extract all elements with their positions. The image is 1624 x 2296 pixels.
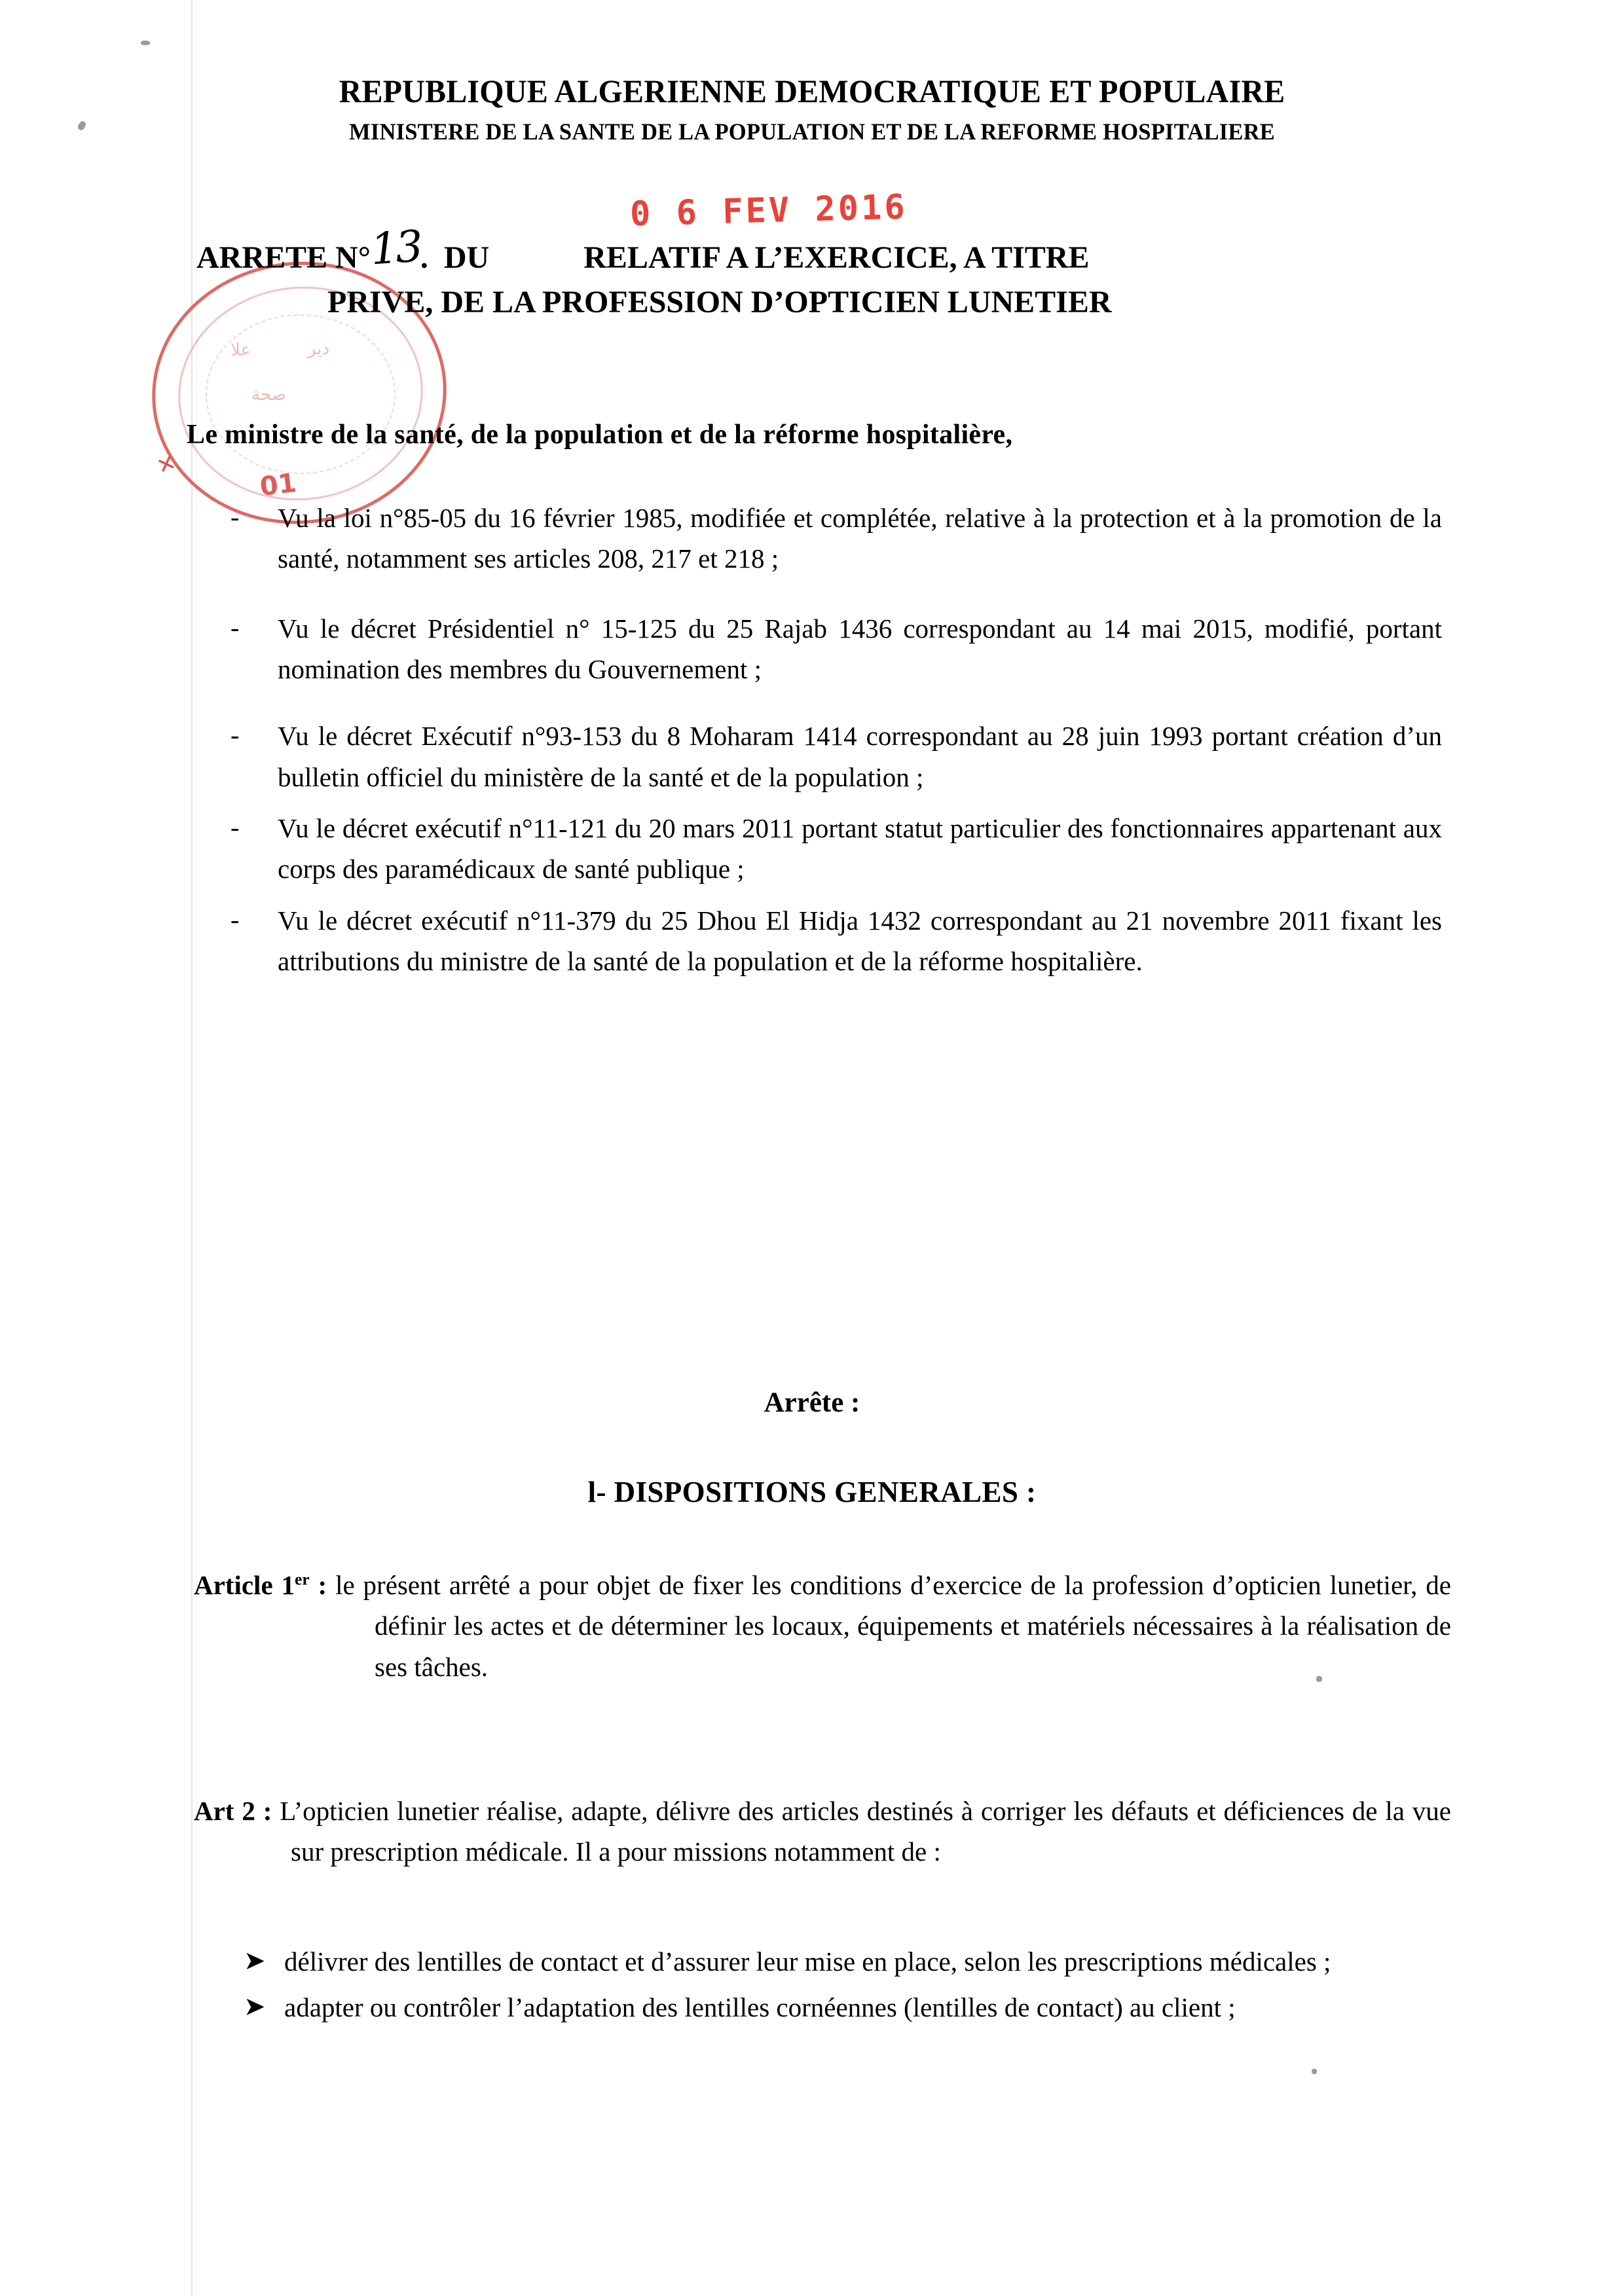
decree-number-dot: . xyxy=(420,240,428,275)
article-2-body xyxy=(194,1791,1451,1872)
date-stamp: 0 6 FEV 2016 xyxy=(629,187,908,234)
list-item xyxy=(244,1941,1445,1982)
arrow-bullet-icon: ➤ xyxy=(244,1946,266,1976)
dash-bullet-icon: - xyxy=(231,612,240,642)
missions-list xyxy=(244,1941,1445,2033)
dash-bullet-icon: - xyxy=(231,812,240,842)
considerant-text: Vu le décret Présidentiel n° 15-125 du 25 Rajab 1436 correspondant au 14 mai 2015, modifié, portant nomination des membres du Gouvernement ; xyxy=(278,613,1442,684)
section-heading-dispositions-generales: l- DISPOSITIONS GENERALES : xyxy=(587,1476,1037,1508)
decree-title xyxy=(196,221,1441,321)
considerant-text: Vu le décret Exécutif n°93-153 du 8 Moharam 1414 correspondant au 28 juin 1993 portant création d’un bulletin officiel du ministère de la santé et de la population ; xyxy=(278,721,1442,792)
country-title: REPUBLIQUE ALGERIENNE DEMOCRATIQUE ET POPULAIRE xyxy=(339,73,1285,109)
article-2 xyxy=(194,1791,1451,1872)
decree-title-tail: RELATIF A L’EXERCICE, A TITRE xyxy=(583,240,1090,275)
scan-speck xyxy=(1312,2069,1317,2074)
mission-text: délivrer des lentilles de contact et d’assurer leur mise en place, selon les prescriptions médicales ; xyxy=(284,1946,1331,1977)
considerants-list xyxy=(231,498,1442,981)
article-2-label-text: Art 2 xyxy=(194,1796,255,1826)
article-1-label xyxy=(194,1570,335,1600)
ministry-title: MINISTERE DE LA SANTE DE LA POPULATION ET DE LA REFORME HOSPITALIERE xyxy=(349,118,1275,145)
article-2-text: L’opticien lunetier réalise, adapte, délivre des articles destinés à corriger les défauts et déficiences de la vue sur prescription médicale. Il a pour missions notamment de : xyxy=(280,1796,1452,1867)
list-item xyxy=(231,716,1442,797)
seal-glyph: صحة xyxy=(251,385,286,405)
article-1-label-colon: : xyxy=(309,1570,336,1600)
article-1-text: le présent arrêté a pour objet de fixer les conditions d’exercice de la profession d’opticien lunetier, de définir les actes et de déterminer les locaux, équipements et matériels nécessaires à la réalisation de ses tâches. xyxy=(335,1570,1452,1682)
scan-artifact-line-secondary xyxy=(196,0,197,2296)
article-2-label xyxy=(194,1796,280,1826)
seal-glyph: علا xyxy=(231,340,251,360)
seal-glyph: دير xyxy=(308,339,330,359)
article-1-body xyxy=(194,1565,1451,1687)
considerant-text: Vu le décret exécutif n°11-379 du 25 Dhou El Hidja 1432 correspondant au 21 novembre 2011 fixant les attributions du ministre de la santé de la population et de la réforme hospitalière. xyxy=(278,905,1442,976)
arrete-prefix: ARRETE N° xyxy=(196,240,371,275)
decree-title-line-1 xyxy=(196,221,1441,279)
considerant-text: Vu la loi n°85-05 du 16 février 1985, modifiée et complétée, relative à la protection et à la promotion de la santé, notamment ses articles 208, 217 et 218 ; xyxy=(278,503,1442,574)
scan-speck xyxy=(141,41,150,45)
list-item xyxy=(231,900,1442,982)
list-item xyxy=(231,608,1442,690)
list-item xyxy=(244,1987,1445,2028)
article-1 xyxy=(194,1565,1451,1687)
list-item xyxy=(231,498,1442,579)
mission-text: adapter ou contrôler l’adaptation des lentilles cornéennes (lentilles de contact) au client ; xyxy=(284,1992,1236,2023)
arrow-bullet-icon: ➤ xyxy=(244,1992,266,2022)
scan-artifact-line xyxy=(191,0,193,2296)
list-item xyxy=(231,808,1442,890)
dash-bullet-icon: - xyxy=(231,502,240,532)
document-header xyxy=(0,73,1624,145)
seal-tick-mark: ✕ xyxy=(153,450,180,480)
minister-line: Le ministre de la santé, de la population et de la réforme hospitalière, xyxy=(187,420,1013,450)
considerant-text: Vu le décret exécutif n°11-121 du 20 mars 2011 portant statut particulier des fonctionnaires appartenant aux corps des paramédicaux de santé publique ; xyxy=(278,812,1442,884)
dash-bullet-icon: - xyxy=(231,904,240,934)
article-2-label-colon: : xyxy=(255,1796,280,1826)
article-1-label-sup: er xyxy=(295,1570,310,1589)
arrete-heading: Arrête : xyxy=(764,1387,860,1418)
dash-bullet-icon: - xyxy=(231,720,240,750)
article-1-label-text: Article 1 xyxy=(194,1570,295,1600)
seal-number: 01 xyxy=(258,467,299,503)
handwritten-decree-number: 13 xyxy=(369,221,422,275)
du-label: DU xyxy=(443,240,490,275)
decree-title-line-2: PRIVE, DE LA PROFESSION D’OPTICIEN LUNETIER xyxy=(327,284,1112,319)
